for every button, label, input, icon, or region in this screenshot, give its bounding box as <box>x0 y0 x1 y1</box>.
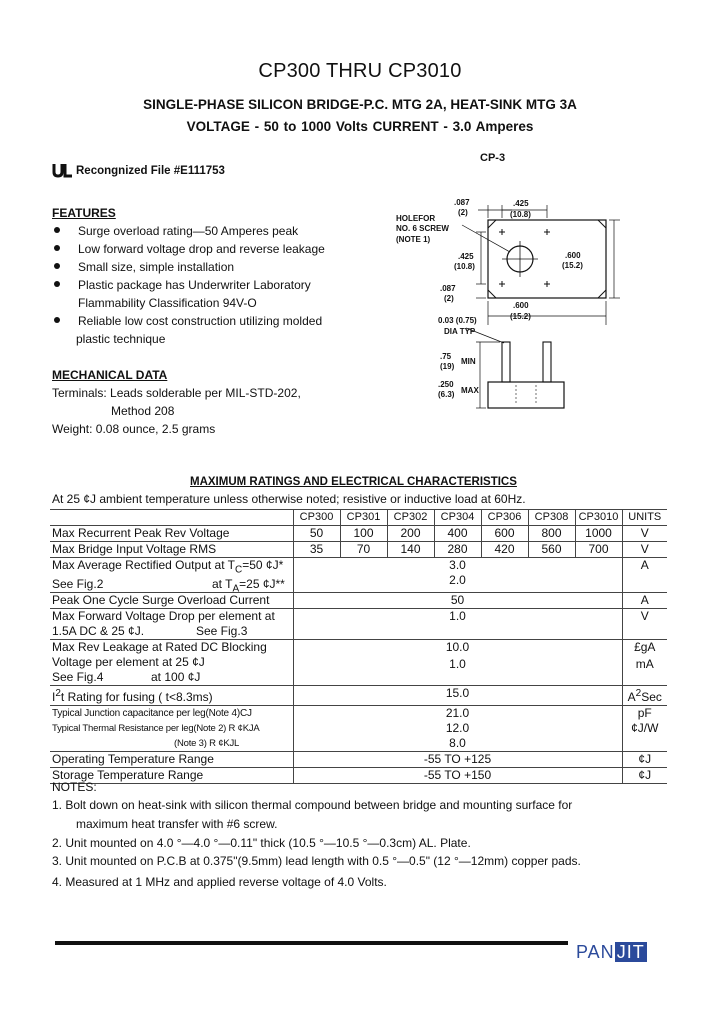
weight-text: Weight: 0.08 ounce, 2.5 grams <box>52 422 216 436</box>
table-cell: 420 <box>481 542 528 558</box>
bullet-icon <box>54 263 60 269</box>
param-label: Operating Temperature Range <box>50 752 293 768</box>
table-header-row <box>50 510 667 526</box>
lead-right <box>543 342 551 382</box>
table-row <box>50 526 667 542</box>
unit-cell: pF <box>622 706 667 722</box>
ratings-table <box>50 509 667 784</box>
merged-value-cell: 21.0 <box>293 706 622 722</box>
table-row <box>50 686 667 706</box>
feature-item-continued: plastic technique <box>76 332 166 346</box>
column-header: CP300 <box>293 510 340 526</box>
dim-152-bottom: (15.2) <box>510 312 531 321</box>
merged-value-cell: 50 <box>293 593 622 609</box>
unit-cell: ¢J <box>622 752 667 768</box>
notes-heading: NOTES: <box>52 780 97 794</box>
merged-value-cell: 3.0 2.0 <box>293 558 622 593</box>
table-cell: 280 <box>434 542 481 558</box>
unit-cell: A <box>622 593 667 609</box>
param-label: Max Average Rectified Output at $T_C=50$ ¢J* See Fig.2 at $T_A=25$ ¢J** <box>50 558 293 593</box>
bullet-icon <box>54 281 60 287</box>
table-row <box>50 768 667 784</box>
dim-600-right: .600 <box>565 251 581 260</box>
merged-value-cell: -55 TO +125 <box>293 752 622 768</box>
table-cell: 70 <box>340 542 387 558</box>
dim-max: MAX <box>461 386 479 395</box>
param-label: Max Forward Voltage Drop per element at 1.5A DC & 25 ¢J. See Fig.3 <box>50 609 293 640</box>
table-cell: 700 <box>575 542 622 558</box>
dim-108-left: (10.8) <box>454 262 475 271</box>
dim-425-top: .425 <box>513 199 529 208</box>
feature-item: Plastic package has Underwriter Laboratory <box>78 278 311 292</box>
table-cell: 560 <box>528 542 575 558</box>
dim-19: (19) <box>440 362 455 371</box>
subtitle-description: SINGLE-PHASE SILICON BRIDGE-P.C. MTG 2A, HEAT-SINK MTG 3A <box>143 97 577 112</box>
table-cell: 1000 <box>575 526 622 542</box>
table-cell: 140 <box>387 542 434 558</box>
ul-logo-icon <box>52 162 74 178</box>
note-1-continued: maximum heat transfer with #6 screw. <box>76 817 278 831</box>
unit-cell: ¢J/W <box>622 721 667 752</box>
merged-value-cell: 15.0 <box>293 686 622 706</box>
table-row <box>50 558 667 593</box>
feature-item-continued: Flammability Classification 94V-O <box>78 296 257 310</box>
dia-note-2: DIA TYP <box>444 327 476 336</box>
dia-note-1: 0.03 (0.75) <box>438 316 477 325</box>
param-label: Typical Junction capacitance per leg(Note 4)CJ <box>50 706 293 722</box>
column-header: CP306 <box>481 510 528 526</box>
recognized-file: Recongnized File #E111753 <box>76 165 225 177</box>
note-4: 4. Measured at 1 MHz and applied reverse voltage of 4.0 Volts. <box>52 875 387 889</box>
unit-cell: V <box>622 609 667 640</box>
unit-cell: A <box>622 558 667 593</box>
note-2: 2. Unit mounted on 4.0 °—4.0 °—0.11" thick (10.5 °—10.5 °—0.3cm) AL. Plate. <box>52 836 471 850</box>
bullet-icon <box>54 317 60 323</box>
dim-2-top: (2) <box>458 208 468 217</box>
table-cell: 800 <box>528 526 575 542</box>
table-row <box>50 593 667 609</box>
dim-108-top: (10.8) <box>510 210 531 219</box>
ratings-heading: MAXIMUM RATINGS AND ELECTRICAL CHARACTERISTICS <box>190 476 517 488</box>
panjit-logo: PAN JIT <box>576 942 645 962</box>
table-row <box>50 752 667 768</box>
note-1: 1. Bolt down on heat-sink with silicon thermal compound between bridge and mounting surface for <box>52 798 573 812</box>
table-cell: 400 <box>434 526 481 542</box>
param-label: $I^2t$ Rating for fusing ( t<8.3ms) <box>50 686 293 706</box>
hole-note-3: (NOTE 1) <box>396 235 431 244</box>
table-cell: 600 <box>481 526 528 542</box>
dim-152-right: (15.2) <box>562 261 583 270</box>
merged-value-cell: 12.0 8.0 <box>293 721 622 752</box>
unit-cell: ¢J <box>622 768 667 784</box>
column-header: CP304 <box>434 510 481 526</box>
param-label: Max Bridge Input Voltage RMS <box>50 542 293 558</box>
dim-250: .250 <box>438 380 454 389</box>
hole-note-2: NO. 6 SCREW <box>396 224 449 233</box>
dim-min: MIN <box>461 357 476 366</box>
dim-087-top: .087 <box>454 198 470 207</box>
feature-item: Small size, simple installation <box>78 260 235 274</box>
dim-75: .75 <box>440 352 452 361</box>
note-3: 3. Unit mounted on P.C.B at 0.375"(9.5mm) lead length with 0.5 °—0.5" (12 °—12mm) copper pads. <box>52 854 581 868</box>
unit-cell: V <box>622 542 667 558</box>
table-row <box>50 609 667 640</box>
package-body-side-view <box>488 382 564 408</box>
table-row <box>50 542 667 558</box>
merged-value-cell: 1.0 <box>293 609 622 640</box>
unit-cell: £gA mA <box>622 640 667 686</box>
table-row <box>50 706 667 722</box>
package-label: CP-3 <box>480 152 506 164</box>
unit-cell: V <box>622 526 667 542</box>
param-label: Max Rev Leakage at Rated DC Blocking Voltage per element at 25 ¢J See Fig.4 at 100 ¢J <box>50 640 293 686</box>
unit-cell: $A^2Sec$ <box>622 686 667 706</box>
merged-value-cell: 10.0 1.0 <box>293 640 622 686</box>
table-row <box>50 640 667 686</box>
lead-left <box>502 342 510 382</box>
column-header: CP308 <box>528 510 575 526</box>
param-label: Max Recurrent Peak Rev Voltage <box>50 526 293 542</box>
table-row <box>50 721 667 752</box>
param-label: Storage Temperature Range <box>50 768 293 784</box>
feature-item: Surge overload rating—50 Amperes peak <box>78 224 299 238</box>
ratings-conditions: At 25 ¢J ambient temperature unless otherwise noted; resistive or inductive load at 60Hz. <box>52 492 526 506</box>
table-cell: 50 <box>293 526 340 542</box>
column-header: CP3010 <box>575 510 622 526</box>
bullet-icon <box>54 227 60 233</box>
param-label: Typical Thermal Resistance per leg(Note 2) R ¢KJA (Note 3) R ¢KJL <box>52 723 260 750</box>
features-heading: FEATURES <box>52 206 116 220</box>
feature-item: Reliable low cost construction utilizing molded <box>78 314 323 328</box>
method-text: Method 208 <box>111 404 175 418</box>
dim-425-left: .425 <box>458 252 474 261</box>
bullet-icon <box>54 245 60 251</box>
dim-087-bottom: .087 <box>440 284 456 293</box>
page-title: CP300 THRU CP3010 <box>258 60 462 82</box>
table-cell: 35 <box>293 542 340 558</box>
table-cell: 100 <box>340 526 387 542</box>
feature-item: Low forward voltage drop and reverse leakage <box>78 242 325 256</box>
merged-value-cell: -55 TO +150 <box>293 768 622 784</box>
dim-600-bottom: .600 <box>513 301 529 310</box>
column-header: CP302 <box>387 510 434 526</box>
param-label: Peak One Cycle Surge Overload Current <box>50 593 293 609</box>
terminals-text: Terminals: Leads solderable per MIL-STD-202, <box>52 386 301 400</box>
column-header: UNITS <box>622 510 667 526</box>
subtitle-ratings: VOLTAGE - 50 to 1000 Volts CURRENT - 3.0 Amperes <box>186 119 534 134</box>
table-cell: 200 <box>387 526 434 542</box>
dim-63: (6.3) <box>438 390 455 399</box>
footer-rule <box>55 941 568 945</box>
mechanical-heading: MECHANICAL DATA <box>52 368 168 382</box>
hole-note-1: HOLEFOR <box>396 214 436 223</box>
dim-2-bottom: (2) <box>444 294 454 303</box>
column-header: CP301 <box>340 510 387 526</box>
